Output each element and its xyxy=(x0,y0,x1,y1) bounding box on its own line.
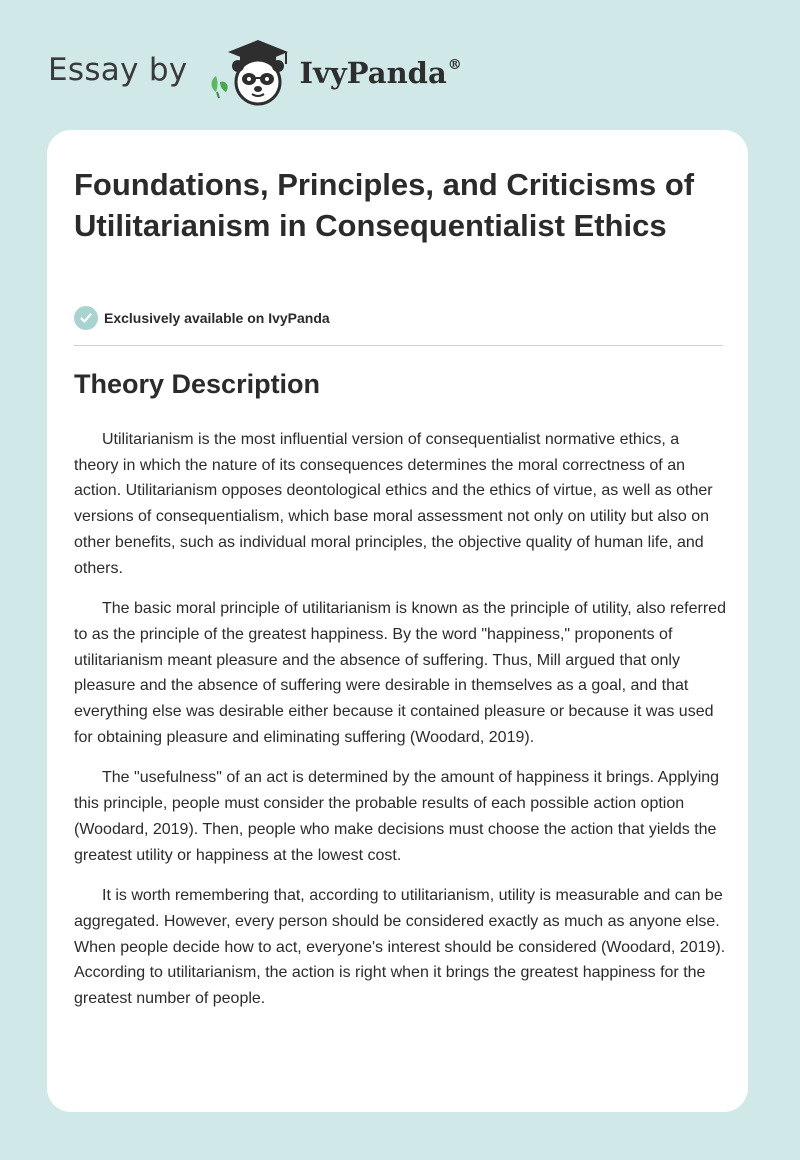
site-header xyxy=(48,36,462,108)
panda-graduation-cap-icon xyxy=(208,36,296,108)
check-circle-icon xyxy=(74,306,98,330)
paragraph: The "usefulness" of an act is determined by the amount of happiness it brings. Applying this principle, people must consider the probable results of each possible action option (Woodard, 2019). Then, people who make decisions must choose the action that yields the greatest utility or happiness at the lowest cost. xyxy=(74,769,720,864)
exclusive-badge xyxy=(74,306,330,330)
essay-by-label: Essay by xyxy=(48,52,188,88)
essay-title: Foundations, Principles, and Criticisms of Utilitarianism in Consequentialist Ethics xyxy=(74,167,695,243)
paragraph: Utilitarianism is the most influential version of consequentialist normative ethics, a theory in which the nature of its consequences determines the moral correctness of an action. Utilitarianism opposes deontological ethics and the ethics of virtue, as well as other versions of consequentialism, which base moral assessment not only on utility but also on other benefits, such as individual moral principles, the objective quality of human life, and others. xyxy=(74,431,713,577)
section-heading: Theory Description xyxy=(74,369,321,399)
essay-card xyxy=(47,130,748,1112)
divider xyxy=(74,345,723,346)
essay-body xyxy=(74,427,726,1027)
paragraph: It is worth remembering that, according to utilitarianism, utility is measurable and can be aggregated. However, every person should be considered exactly as much as anyone else. When people decide how to act, everyone's interest should be considered (Woodard, 2019). According to utilitarianism, the action is right when it brings the greatest happiness for the greatest number of people. xyxy=(74,887,726,1008)
brand-name[interactable] xyxy=(300,56,462,90)
badge-label: Exclusively available on IvyPanda xyxy=(104,310,330,326)
brand-text: IvyPanda xyxy=(299,56,447,90)
paragraph: The basic moral principle of utilitarianism is known as the principle of utility, also referred to as the principle of the greatest happiness. By the word "happiness," proponents of utilitarianism meant pleasure and the absence of suffering. Thus, Mill argued that only pleasure and the absence of suffering were desirable in themselves as a goal, and that everything else was desirable either because it contained pleasure or because it was used for obtaining pleasure and eliminating suffering (Woodard, 2019). xyxy=(74,600,726,746)
registered-mark: ® xyxy=(447,57,462,73)
